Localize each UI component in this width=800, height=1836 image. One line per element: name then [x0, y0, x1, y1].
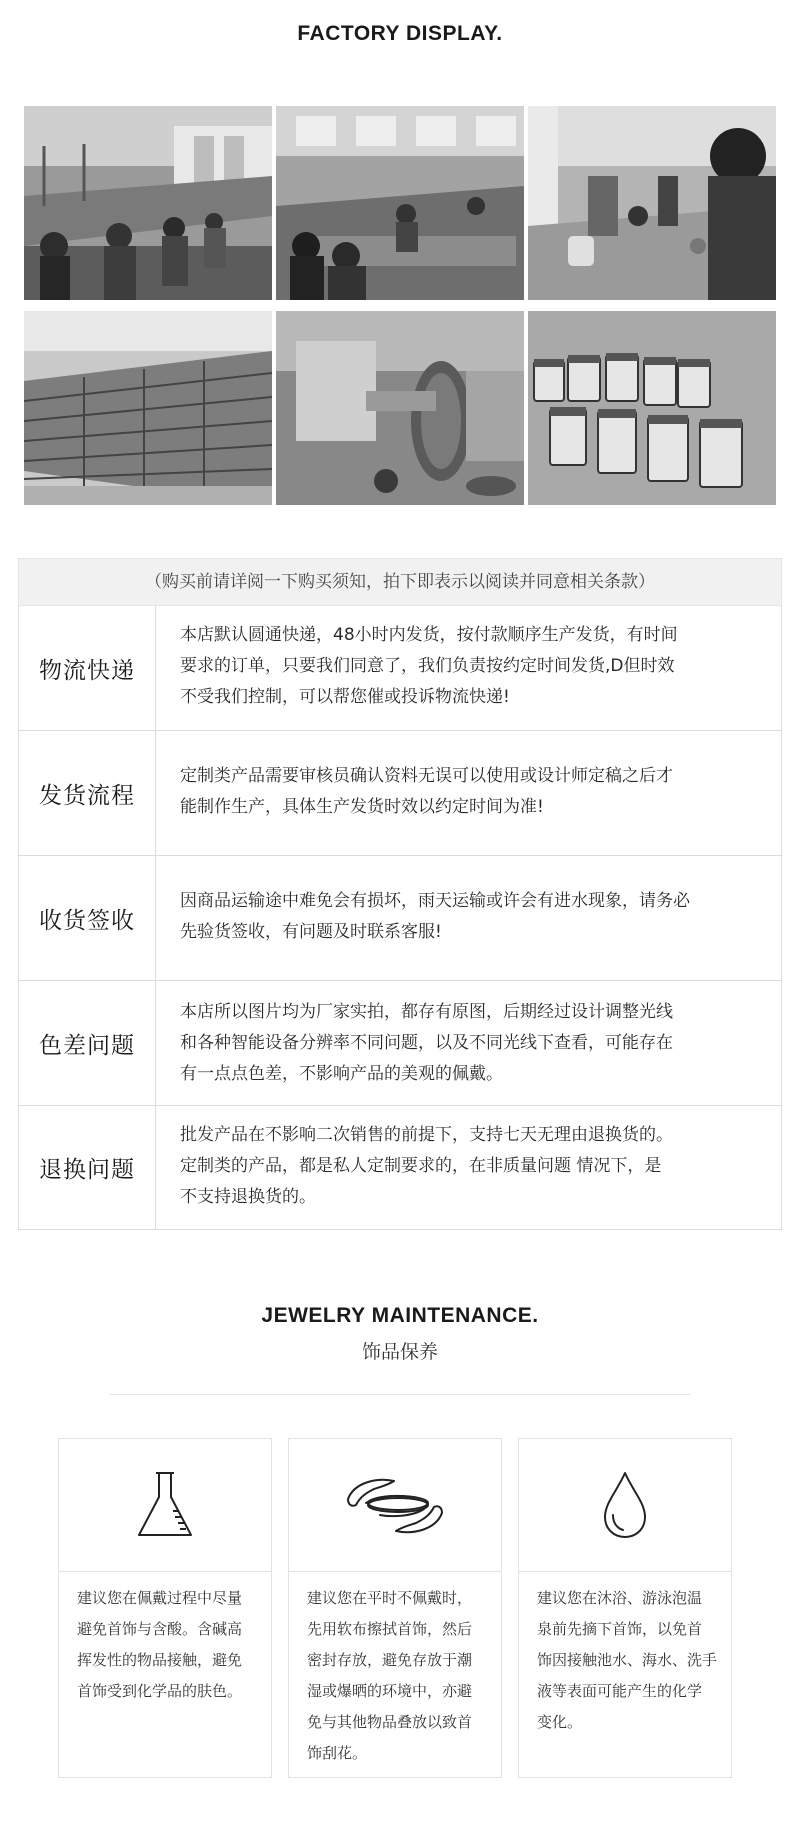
- maintenance-card-storage: [288, 1438, 502, 1778]
- policy-text: [180, 886, 763, 948]
- card-text: [307, 1583, 491, 1769]
- factory-title: FACTORY DISPLAY.: [297, 22, 503, 45]
- card-text-line: 挥发性的物品接触，避免: [77, 1651, 243, 1669]
- card-text-line: 建议您在佩戴过程中尽量: [77, 1589, 243, 1607]
- policy-table: [18, 606, 782, 1230]
- hands-wiping-icon: [340, 1465, 450, 1545]
- card-text-line: 变化。: [537, 1713, 583, 1731]
- photo-workshop-workers-tables: [276, 106, 524, 300]
- policy-text-line: 定制类的产品，都是私人定制要求的，在非质量问题 情况下，是: [180, 1156, 662, 1176]
- card-text-line: 先用软布擦拭首饰，然后: [307, 1620, 473, 1638]
- card-text: [537, 1583, 721, 1738]
- policy-label: 物流快递: [19, 606, 156, 730]
- flask-icon: [125, 1465, 205, 1545]
- maintenance-card-chemicals: [58, 1438, 272, 1778]
- card-text-line: 饰因接触池水、海水、洗手: [537, 1651, 718, 1669]
- policy-text-line: 要求的订单，只要我们同意了，我们负责按约定时间发货,D但时效: [180, 656, 675, 676]
- policy-text-line: 先验货签收，有问题及时联系客服!: [180, 922, 442, 942]
- card-icon-area: [289, 1439, 501, 1572]
- policy-text-line: 批发产品在不影响二次销售的前提下，支持七天无理由退换货的。: [180, 1125, 673, 1145]
- policy-row-returns: [19, 1105, 781, 1229]
- photo-supply-jars: [528, 311, 776, 505]
- card-text-line: 避免首饰与含酸。含碱高: [77, 1620, 243, 1638]
- card-icon-area: [519, 1439, 731, 1572]
- card-text-line: 建议您在平时不佩戴时，: [307, 1589, 473, 1607]
- policy-label: 发货流程: [19, 731, 156, 855]
- maintenance-title: JEWELRY MAINTENANCE.: [261, 1304, 539, 1327]
- card-text-line: 首饰受到化学品的肤色。: [77, 1682, 243, 1700]
- photo-worker-at-desk: [528, 106, 776, 300]
- policy-label: 退换问题: [19, 1106, 156, 1229]
- policy-text-line: 因商品运输途中难免会有损坏，雨天运输或许会有进水现象，请务必: [180, 891, 690, 911]
- divider: [110, 1394, 690, 1395]
- policy-text: [180, 1120, 763, 1213]
- card-text-line: 泉前先摘下首饰，以免首: [537, 1620, 703, 1638]
- policy-text: [180, 620, 763, 713]
- card-text-line: 建议您在沐浴、游泳泡温: [537, 1589, 703, 1607]
- policy-notice: （购买前请详阅一下购买须知，拍下即表示以阅读并同意相关条款）: [18, 558, 782, 606]
- maintenance-subtitle: 饰品保养: [361, 1341, 438, 1363]
- card-icon-area: [59, 1439, 271, 1572]
- photo-polishing-wheel: [276, 311, 524, 505]
- policy-text-line: 有一点点色差，不影响产品的美观的佩戴。: [180, 1064, 503, 1084]
- photo-storage-shelves: [24, 311, 272, 505]
- policy-row-shipping: [19, 730, 781, 855]
- policy-text: [180, 761, 763, 823]
- policy-text: [180, 997, 763, 1090]
- card-text-line: 密封存放，避免存放于潮: [307, 1651, 473, 1669]
- policy-text-line: 不支持退换货的。: [180, 1187, 316, 1207]
- card-text-line: 湿或爆晒的环境中，亦避: [307, 1682, 473, 1700]
- policy-text-line: 和各种智能设备分辨率不同问题，以及不同光线下查看，可能存在: [180, 1033, 673, 1053]
- card-text-line: 免与其他物品叠放以致首: [307, 1713, 473, 1731]
- policy-row-color-difference: [19, 980, 781, 1105]
- policy-text-line: 能制作生产，具体生产发货时效以约定时间为准!: [180, 797, 544, 817]
- card-text-line: 饰刮花。: [307, 1744, 368, 1762]
- photo-workshop-workers-benches: [24, 106, 272, 300]
- policy-text-line: 本店所以图片均为厂家实拍，都存有原图，后期经过设计调整光线: [180, 1002, 673, 1022]
- card-text-line: 液等表面可能产生的化学: [537, 1682, 703, 1700]
- policy-label: 色差问题: [19, 981, 156, 1105]
- policy-text-line: 本店默认圆通快递，48小时内发货，按付款顺序生产发货，有时间: [180, 625, 678, 645]
- policy-text-line: 不受我们控制，可以帮您催或投诉物流快递!: [180, 687, 510, 707]
- card-text: [77, 1583, 261, 1707]
- policy-row-receiving: [19, 855, 781, 980]
- policy-label: 收货签收: [19, 856, 156, 980]
- policy-text-line: 定制类产品需要审核员确认资料无误可以使用或设计师定稿之后才: [180, 766, 673, 786]
- policy-row-logistics: [19, 606, 781, 730]
- maintenance-card-water: [518, 1438, 732, 1778]
- water-drop-icon: [595, 1465, 655, 1545]
